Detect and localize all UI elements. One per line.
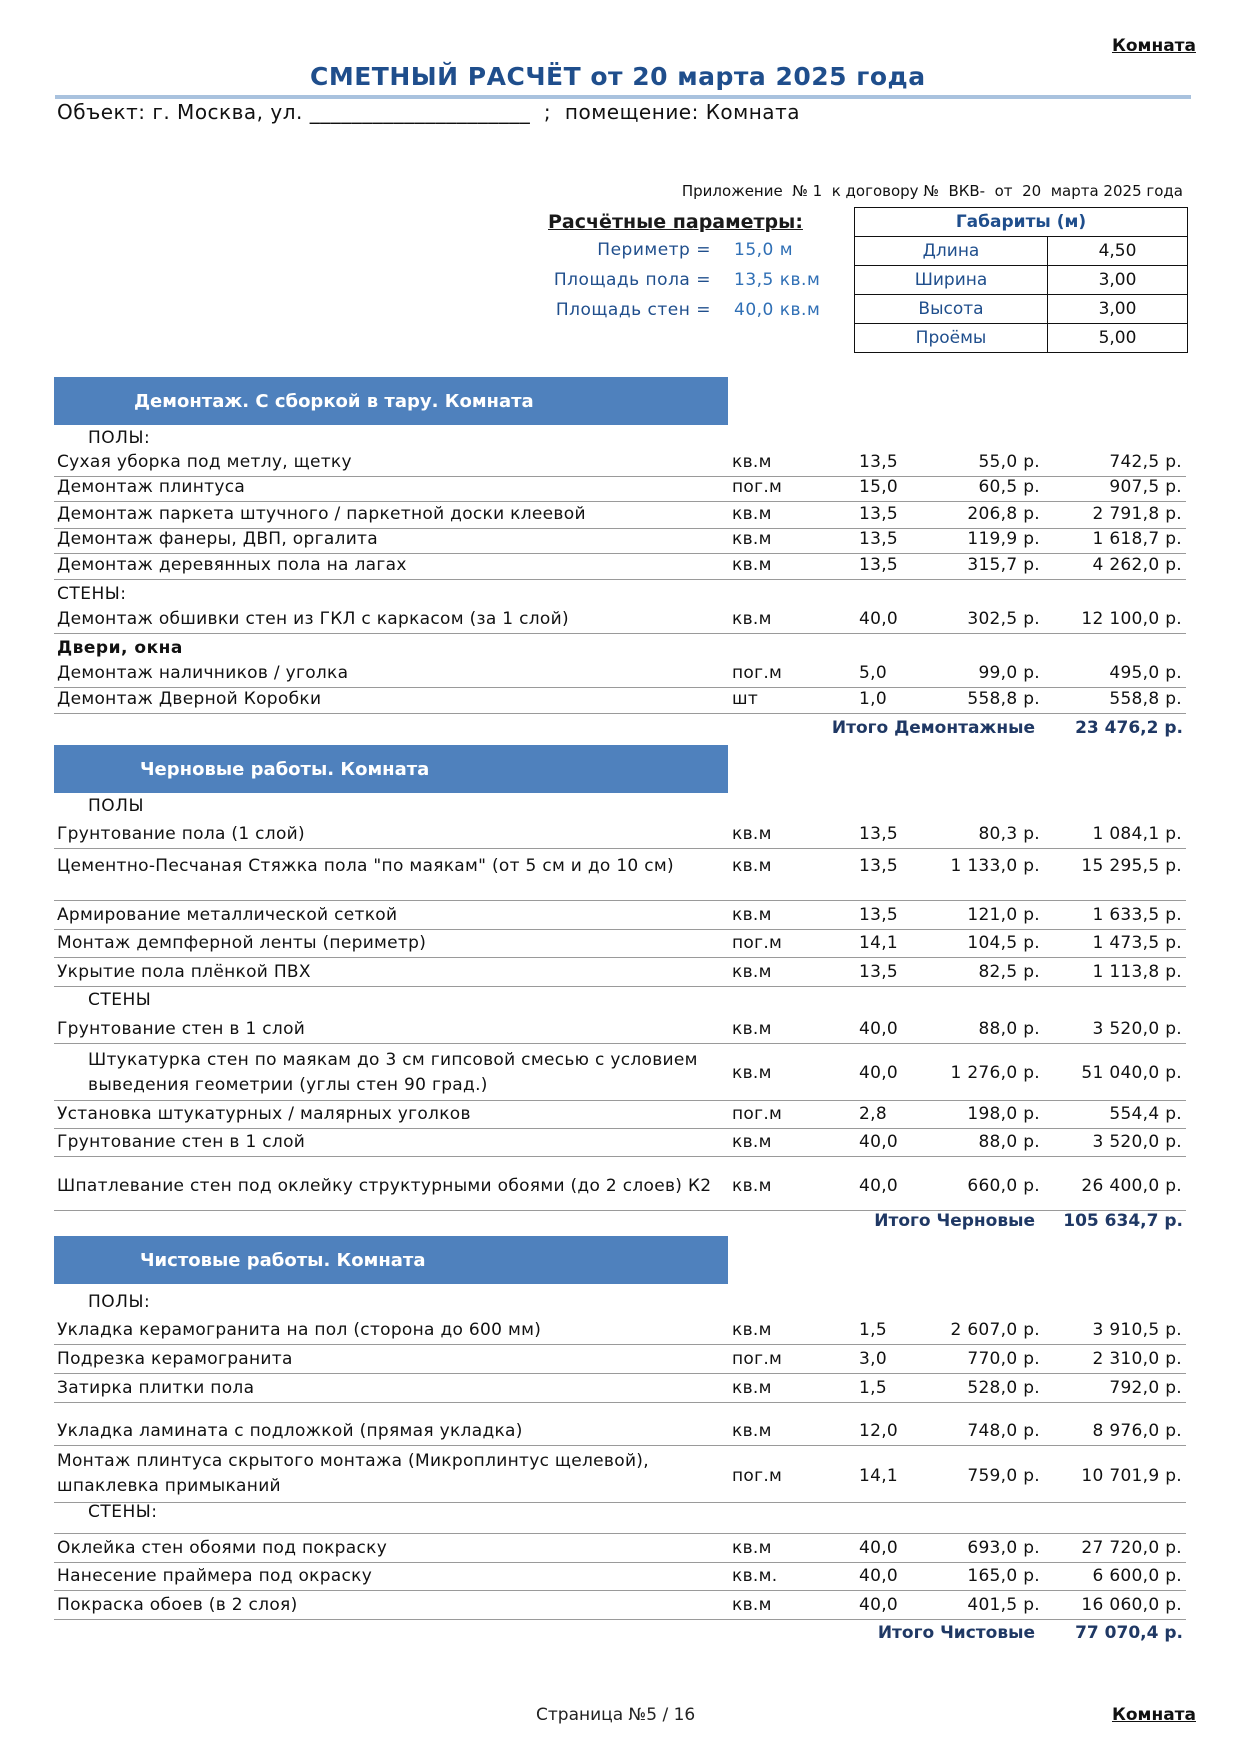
param-floor-area-value: 13,5 кв.м (734, 270, 821, 290)
work-name: Установка штукатурных / малярных уголков (57, 1104, 471, 1124)
subhead-walls: СТЕНЫ: (57, 584, 127, 604)
quantity: 12,0 (859, 1421, 899, 1441)
work-name: Покраска обоев (в 2 слоя) (57, 1595, 298, 1615)
price: 80,3 р. (978, 824, 1040, 844)
table-row (54, 820, 1186, 849)
work-name: Монтаж плинтуса скрытого монтажа (Микроплинтус щелевой), шпаклевка примыканий (57, 1451, 649, 1496)
work-name: Цементно-Песчаная Стяжка пола "по маякам" (от 5 см и до 10 см) (57, 856, 674, 876)
param-floor-area-label: Площадь пола = (553, 270, 711, 290)
work-name: Грунтование пола (1 слой) (57, 824, 305, 844)
quantity: 40,0 (859, 1176, 899, 1196)
section-header-finishing: Чистовые работы. Комната (54, 1236, 728, 1284)
price: 748,0 р. (967, 1421, 1040, 1441)
section-header-demolition: Демонтаж. С сборкой в тару. Комната (54, 377, 728, 425)
price: 121,0 р. (967, 905, 1040, 925)
sum: 4 262,0 р. (1092, 555, 1182, 575)
unit: кв.м (732, 452, 772, 472)
dimension-row (855, 324, 1188, 353)
unit: кв.м (732, 1132, 772, 1152)
price: 165,0 р. (967, 1566, 1040, 1586)
subhead-walls: СТЕНЫ (88, 990, 152, 1010)
quantity: 13,5 (859, 452, 899, 472)
table-row (54, 450, 1186, 477)
work-name: Шпатлевание стен под оклейку структурными обоями (до 2 слоев) К2 (57, 1176, 712, 1196)
subhead-floors: ПОЛЫ: (88, 1292, 151, 1312)
work-name: Сухая уборка под метлу, щетку (57, 452, 352, 472)
price: 1 133,0 р. (950, 856, 1040, 876)
unit: кв.м (732, 824, 772, 844)
dimensions-heading: Габариты (м) (855, 208, 1188, 237)
title-divider (55, 95, 1191, 99)
section-header-rough: Черновые работы. Комната (54, 745, 728, 793)
unit: кв.м (732, 1538, 772, 1558)
sum: 6 600,0 р. (1092, 1566, 1182, 1586)
price: 302,5 р. (967, 609, 1040, 629)
subhead-floors: ПОЛЫ (88, 796, 144, 816)
unit: пог.м (732, 477, 783, 497)
table-row (54, 1374, 1186, 1403)
quantity: 40,0 (859, 1019, 899, 1039)
work-name: Оклейка стен обоями под покраску (57, 1538, 388, 1558)
quantity: 13,5 (859, 529, 899, 549)
price: 2 607,0 р. (950, 1320, 1040, 1340)
sum: 907,5 р. (1109, 477, 1182, 497)
sum: 2 791,8 р. (1092, 504, 1182, 524)
total-demolition-value: 23 476,2 р. (1075, 718, 1183, 738)
unit: кв.м (732, 555, 772, 575)
price: 88,0 р. (978, 1019, 1040, 1039)
price: 660,0 р. (967, 1176, 1040, 1196)
unit: кв.м (732, 1063, 772, 1083)
sum: 51 040,0 р. (1081, 1063, 1182, 1083)
work-name: Демонтаж деревянных пола на лагах (57, 555, 407, 575)
table-row (54, 958, 1186, 987)
dimension-row (855, 237, 1188, 266)
dimension-row (855, 295, 1188, 324)
quantity: 40,0 (859, 1538, 899, 1558)
dimension-name: Длина (855, 237, 1048, 266)
sum: 12 100,0 р. (1081, 609, 1182, 629)
work-name: Монтаж демпферной ленты (периметр) (57, 933, 427, 953)
quantity: 14,1 (859, 933, 899, 953)
price: 558,8 р. (967, 689, 1040, 709)
work-name: Демонтаж обшивки стен из ГКЛ с каркасом (за 1 слой) (57, 609, 569, 629)
table-row (54, 1044, 1186, 1101)
quantity: 2,8 (859, 1104, 887, 1124)
price: 82,5 р. (978, 962, 1040, 982)
dimension-name: Ширина (855, 266, 1048, 295)
unit: кв.м (732, 1595, 772, 1615)
quantity: 40,0 (859, 1595, 899, 1615)
table-row (54, 901, 1186, 930)
price: 119,9 р. (967, 529, 1040, 549)
dimension-value: 3,00 (1048, 266, 1188, 295)
sum: 495,0 р. (1109, 663, 1182, 683)
params-heading: Расчётные параметры: (548, 211, 803, 233)
total-finishing-value: 77 070,4 р. (1075, 1623, 1183, 1643)
work-name: Штукатурка стен по маякам до 3 см гипсовой смесью с условием выведения геометрии (углы стен 90 град.) (88, 1050, 698, 1095)
sum: 16 060,0 р. (1081, 1595, 1182, 1615)
unit: кв.м (732, 1378, 772, 1398)
unit: кв.м (732, 1421, 772, 1441)
unit: кв.м (732, 504, 772, 524)
param-wall-area-label: Площадь стен = (555, 300, 711, 320)
unit: кв.м (732, 529, 772, 549)
sum: 26 400,0 р. (1081, 1176, 1182, 1196)
page-number: Страница №5 / 16 (536, 1705, 696, 1725)
price: 759,0 р. (967, 1466, 1040, 1486)
sum: 1 618,7 р. (1092, 529, 1182, 549)
unit: кв.м (732, 962, 772, 982)
price: 60,5 р. (978, 477, 1040, 497)
quantity: 3,0 (859, 1349, 887, 1369)
table-row (54, 1157, 1186, 1211)
table-row (54, 1101, 1186, 1129)
total-finishing-label: Итого Чистовые (877, 1623, 1035, 1643)
sum: 742,5 р. (1109, 452, 1182, 472)
quantity: 14,1 (859, 1466, 899, 1486)
sum: 27 720,0 р. (1081, 1538, 1182, 1558)
unit: шт (732, 689, 759, 709)
work-name: Укладка ламината с подложкой (прямая укладка) (57, 1421, 523, 1441)
work-name: Демонтаж Дверной Коробки (57, 689, 322, 709)
price: 401,5 р. (967, 1595, 1040, 1615)
param-wall-area-value: 40,0 кв.м (734, 300, 821, 320)
dimension-value: 3,00 (1048, 295, 1188, 324)
quantity: 13,5 (859, 555, 899, 575)
dimension-name: Высота (855, 295, 1048, 324)
quantity: 13,5 (859, 504, 899, 524)
price: 528,0 р. (967, 1378, 1040, 1398)
unit: пог.м (732, 1104, 783, 1124)
total-rough-label: Итого Черновые (874, 1211, 1035, 1231)
price: 88,0 р. (978, 1132, 1040, 1152)
price: 198,0 р. (967, 1104, 1040, 1124)
quantity: 13,5 (859, 824, 899, 844)
table-row (54, 930, 1186, 958)
unit: пог.м (732, 1349, 783, 1369)
sum: 1 473,5 р. (1092, 933, 1182, 953)
subhead-doors-windows: Двери, окна (57, 638, 183, 658)
table-row (54, 1129, 1186, 1157)
sum: 554,4 р. (1109, 1104, 1182, 1124)
sum: 1 633,5 р. (1092, 905, 1182, 925)
work-name: Демонтаж фанеры, ДВП, оргалита (57, 529, 378, 549)
quantity: 5,0 (859, 663, 887, 683)
table-row (54, 660, 1186, 688)
table-row (54, 1403, 1186, 1446)
quantity: 40,0 (859, 609, 899, 629)
table-row (54, 1015, 1186, 1044)
sum: 1 113,8 р. (1092, 962, 1182, 982)
unit: кв.м (732, 1320, 772, 1340)
quantity: 1,5 (859, 1378, 887, 1398)
unit: пог.м (732, 933, 783, 953)
table-row (54, 529, 1186, 554)
sum: 15 295,5 р. (1081, 856, 1182, 876)
table-row (54, 1316, 1186, 1345)
work-name: Демонтаж плинтуса (57, 477, 246, 497)
subhead-walls: СТЕНЫ: (88, 1502, 158, 1522)
quantity: 1,5 (859, 1320, 887, 1340)
table-row (54, 1446, 1186, 1503)
work-name: Армирование металлической сеткой (57, 905, 398, 925)
quantity: 40,0 (859, 1063, 899, 1083)
work-name: Грунтование стен в 1 слой (57, 1132, 306, 1152)
price: 1 276,0 р. (950, 1063, 1040, 1083)
quantity: 13,5 (859, 905, 899, 925)
table-row (54, 1591, 1186, 1620)
table-row (54, 606, 1186, 634)
table-row (54, 477, 1186, 502)
unit: кв.м (732, 1019, 772, 1039)
price: 99,0 р. (978, 663, 1040, 683)
work-name: Демонтаж паркета штучного / паркетной доски клеевой (57, 504, 586, 524)
dimension-value: 5,00 (1048, 324, 1188, 353)
table-row (54, 1533, 1186, 1563)
work-name: Подрезка керамогранита (57, 1349, 293, 1369)
work-name: Нанесение праймера под окраску (57, 1566, 373, 1586)
dimensions-table (854, 207, 1188, 353)
sum: 2 310,0 р. (1092, 1349, 1182, 1369)
price: 55,0 р. (978, 452, 1040, 472)
dimension-value: 4,50 (1048, 237, 1188, 266)
sum: 10 701,9 р. (1081, 1466, 1182, 1486)
sum: 792,0 р. (1109, 1378, 1182, 1398)
page-title: СМЕТНЫЙ РАСЧЁТ от 20 марта 2025 года (310, 62, 926, 91)
sum: 3 520,0 р. (1092, 1132, 1182, 1152)
price: 693,0 р. (967, 1538, 1040, 1558)
quantity: 13,5 (859, 856, 899, 876)
table-row (54, 1563, 1186, 1591)
price: 206,8 р. (967, 504, 1040, 524)
unit: кв.м (732, 609, 772, 629)
quantity: 1,0 (859, 689, 887, 709)
appendix-note: Приложение № 1 к договору № ВКВ- от 20 марта 2025 года (681, 182, 1183, 200)
quantity: 40,0 (859, 1132, 899, 1152)
sum: 3 910,5 р. (1092, 1320, 1182, 1340)
object-line: Объект: г. Москва, ул. _____________________ ; помещение: Комната (57, 100, 800, 124)
work-name: Укрытие пола плёнкой ПВХ (57, 962, 311, 982)
work-name: Укладка керамогранита на пол (сторона до 600 мм) (57, 1320, 542, 1340)
total-demolition-label: Итого Демонтажные (831, 718, 1035, 738)
unit: кв.м (732, 905, 772, 925)
sum: 558,8 р. (1109, 689, 1182, 709)
table-row (54, 1345, 1186, 1374)
param-perimeter-label: Периметр = (597, 240, 711, 260)
unit: пог.м (732, 1466, 783, 1486)
total-rough-value: 105 634,7 р. (1063, 1211, 1183, 1231)
sum: 1 084,1 р. (1092, 824, 1182, 844)
work-name: Демонтаж наличников / уголка (57, 663, 349, 683)
table-row (54, 554, 1186, 580)
quantity: 15,0 (859, 477, 899, 497)
dimension-row (855, 266, 1188, 295)
unit: кв.м. (732, 1566, 778, 1586)
unit: кв.м (732, 856, 772, 876)
table-row (54, 849, 1186, 901)
subhead-floors: ПОЛЫ: (88, 428, 151, 448)
work-name: Грунтование стен в 1 слой (57, 1019, 306, 1039)
param-perimeter-value: 15,0 м (734, 240, 794, 260)
work-name: Затирка плитки пола (57, 1378, 255, 1398)
quantity: 40,0 (859, 1566, 899, 1586)
table-row (54, 502, 1186, 529)
quantity: 13,5 (859, 962, 899, 982)
unit: кв.м (732, 1176, 772, 1196)
price: 104,5 р. (967, 933, 1040, 953)
sum: 8 976,0 р. (1092, 1421, 1182, 1441)
dimension-name: Проёмы (855, 324, 1048, 353)
unit: пог.м (732, 663, 783, 683)
sum: 3 520,0 р. (1092, 1019, 1182, 1039)
corner-room-label-bottom: Комната (1111, 1705, 1196, 1725)
price: 315,7 р. (967, 555, 1040, 575)
price: 770,0 р. (967, 1349, 1040, 1369)
table-row (54, 688, 1186, 714)
corner-room-label-top: Комната (1111, 36, 1196, 56)
